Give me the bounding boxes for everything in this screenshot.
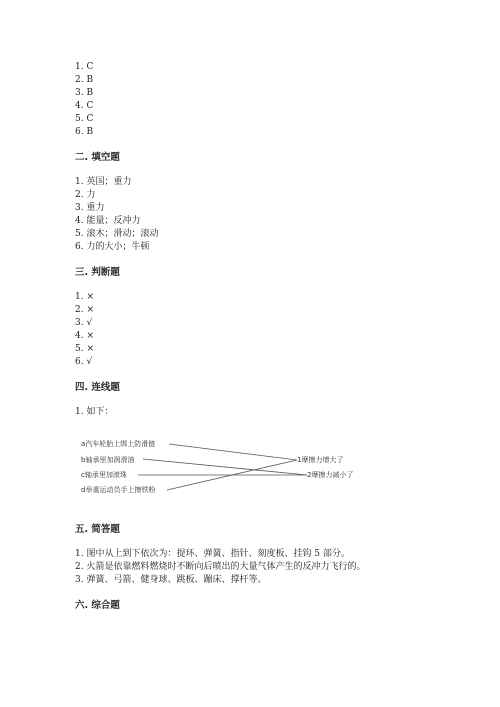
fill-answer-6: 6. 力的大小；牛顿 (75, 242, 150, 252)
fill-answer-4: 4. 能量；反冲力 (75, 216, 141, 226)
choice-answer-5: 5. C (75, 114, 94, 124)
judge-answer-3: 3. √ (75, 318, 93, 328)
choice-answer-3: 3. B (75, 88, 94, 98)
match-line-a-1 (169, 444, 297, 460)
short-answer-1: 1. 图中从上到下依次为：提环、弹簧、指针、刻度板、挂钩 5 部分。 (75, 549, 350, 559)
choice-answer-1: 1. C (75, 62, 94, 72)
short-section-title: 五. 简答题 (75, 524, 120, 535)
matching-diagram (75, 436, 375, 500)
match-line-b-2 (143, 459, 307, 475)
fill-answer-5: 5. 滚木；滑动；滚动 (75, 229, 159, 239)
judge-answer-1: 1. × (75, 292, 94, 302)
match-intro: 1. 如下： (75, 407, 114, 417)
short-answer-3: 3. 弹簧、弓箭、健身球、跳板、蹦床、撑杆等。 (75, 575, 267, 585)
match-left-c: c轴承里加滚珠 (81, 471, 127, 479)
choice-answer-2: 2. B (75, 75, 94, 85)
judge-answer-2: 2. × (75, 305, 94, 315)
judge-answer-6: 6. √ (75, 357, 93, 367)
match-right-1: 1摩擦力增大了 (297, 456, 344, 464)
judge-answer-4: 4. × (75, 331, 94, 341)
match-left-a: a汽车轮胎上绑上防滑链 (81, 440, 156, 448)
judge-answer-5: 5. × (75, 344, 94, 354)
short-answer-2: 2. 火箭是依靠燃料燃烧时不断向后喷出的大量气体产生的反冲力飞行的。 (75, 562, 366, 572)
match-section-title: 四. 连线题 (75, 382, 120, 393)
choice-answer-6: 6. B (75, 127, 94, 137)
comprehensive-section-title: 六. 综合题 (75, 600, 120, 611)
match-left-b: b轴承里加润滑油 (81, 456, 135, 464)
choice-answer-4: 4. C (75, 101, 94, 111)
fill-section-title: 二. 填空题 (75, 152, 120, 163)
match-right-2: 2摩擦力减小了 (307, 471, 354, 479)
fill-answer-1: 1. 英国；重力 (75, 177, 132, 187)
fill-answer-3: 3. 重力 (75, 203, 105, 213)
fill-answer-2: 2. 力 (75, 190, 96, 200)
match-left-d: d举重运动员手上擦铁粉 (81, 486, 156, 494)
judge-section-title: 三. 判断题 (75, 267, 120, 278)
